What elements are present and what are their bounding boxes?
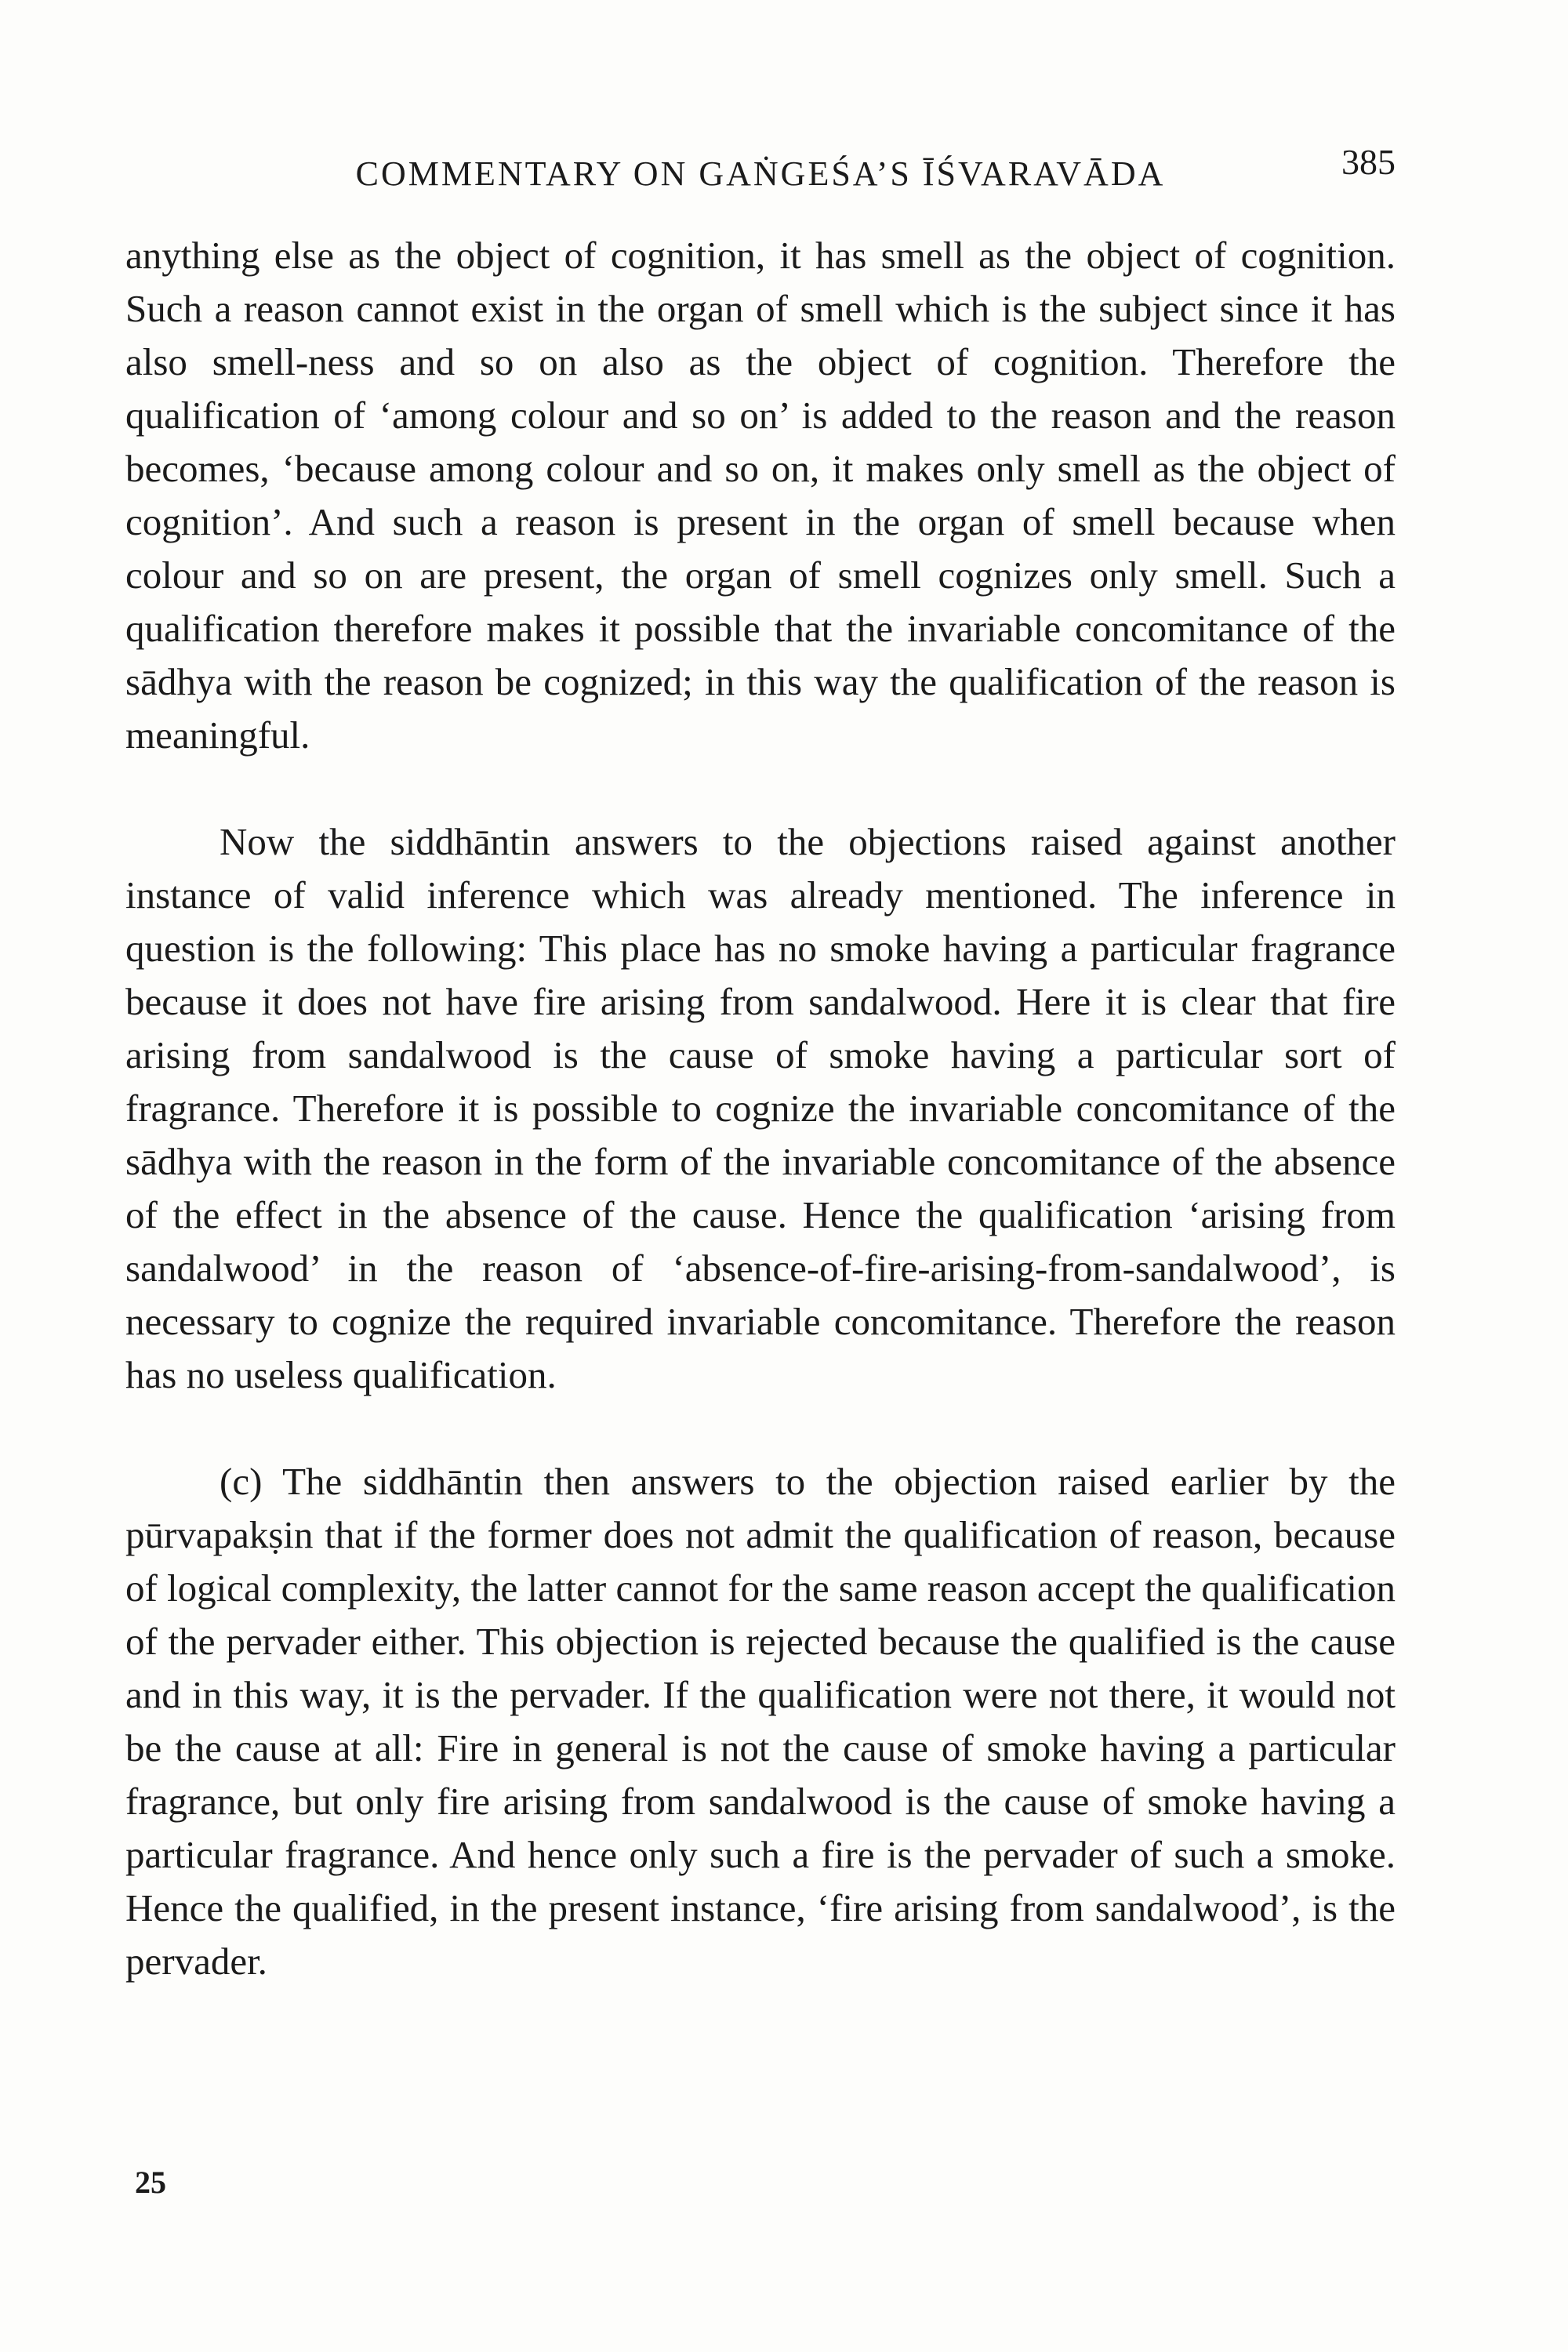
page-number: 385 xyxy=(1341,142,1396,182)
signature-mark: 25 xyxy=(135,2165,166,2200)
running-head xyxy=(125,141,1396,204)
paragraph-siddhantin-answer: Now the siddhāntin answers to the objections raised against another instance of valid inference which was already mentioned. The inference in question is the following: This place has no smoke having a particular fragrance because it does not have fire arising from sandalwood. Here it is clear that fire arising from sandalwood is the cause of smoke having a particular sort of fragrance. Therefore it is possible to cognize the invariable concomitance of the sādhya with the reason in the form of the invariable concomitance of the absence of the effect in the absence of the cause. Hence the qualification ‘arising from sandalwood’ in the reason of ‘absence-of-fire-arising-from-sandalwood’, is necessary to cognize the required invariable concomitance. Therefore the reason has no useless qualification. xyxy=(125,820,1396,1396)
paragraph-c-objection: (c) The siddhāntin then answers to the objection raised earlier by the pūrvapakṣin that if the former does not admit the qualification of reason, because of logical complexity, the latter cannot for the same reason accept the qualification of the pervader either. This objection is rejected because the qualified is the cause and in this way, it is the pervader. If the qualification were not there, it would not be the cause at all: Fire in general is not the cause of smoke having a particular fragrance, but only fire arising from sandalwood is the cause of smoke having a particular fragrance. And hence only such a fire is the pervader of such a smoke. Hence the qualified, in the present instance, ‘fire arising from sandalwood’, is the pervader. xyxy=(125,1460,1396,1983)
running-title: COMMENTARY ON GAṄGEŚA’S ĪŚVARAVĀDA xyxy=(355,154,1166,193)
page-body xyxy=(125,229,1396,1988)
paragraph-continuation: anything else as the object of cognition, it has smell as the object of cognition. Such a reason cannot exist in the organ of smell which is the subject since it has also smell-ness and so on also as the object of cognition. Therefore the qualification of ‘among colour and so on’ is added to the reason and the reason becomes, ‘because among colour and so on, it makes only smell as the object of cognition’. And such a reason is present in the organ of smell because when colour and so on are present, the organ of smell cognizes only smell. Such a qualification therefore makes it possible that the invariable concomitance of the sādhya with the reason be cognized; in this way the qualification of the reason is meaningful. xyxy=(125,234,1396,757)
